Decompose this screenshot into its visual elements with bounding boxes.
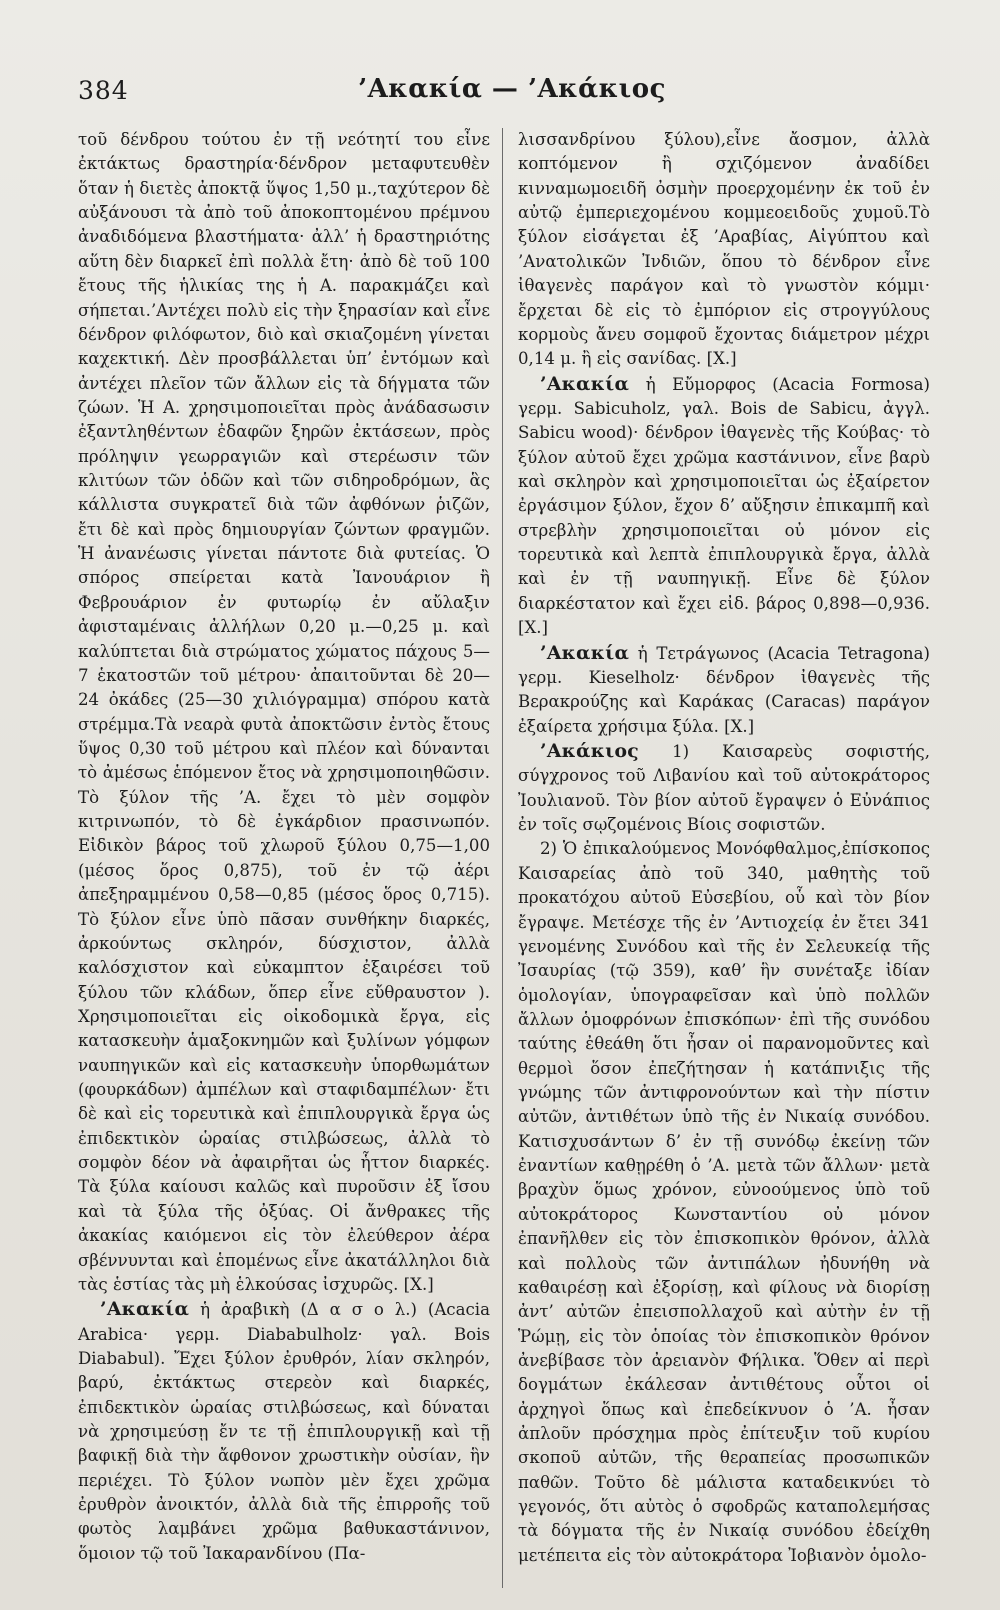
entry-body: ἡ Εὔμορφος (Acacia Formosa) γερμ. Sabicuholz, γαλ. Bois de Sabicu, ἀγγλ. Sabicu wood)· δένδρον ἰθαγενὲς τῆς Κούβας· τὸ ξύλον αὐτοῦ ἔχει χρῶμα καστάνινον, εἶνε βαρὺ καὶ σκληρὸν καὶ χρησιμοποιεῖται ὡς ἐξαίρετον ἐργάσιμον ξύλον, ἔχον δ’ αὔξησιν ἐπικαμπῆ καὶ στρεβλὴν χρησιμοποιεῖται οὐ μόνον εἰς τορευτικὰ καὶ λεπτὰ ἐπιπλουργικὰ ἔργα, ἀλλὰ καὶ ἐν τῇ ναυπηγικῇ. Εἶνε δὲ ξύλον διαρκέστατον καὶ ἔχει εἰδ. βάρος 0,898—0,936. [Χ.] <box>518 374 930 638</box>
entry-body: ἡ Τετράγωνος (Acacia Tetragona) γερμ. Kieselholz· δένδρον ἰθαγενὲς τῆς Βερακρούζης καὶ Καράκας (Caracas) παράγον ἐξαίρετα χρήσιμα ξύλα. [Χ.] <box>518 643 930 736</box>
entry-headword: ’Ακακία <box>540 641 630 664</box>
entry-headword: ’Ακακία <box>100 1298 190 1321</box>
entry-acacia-formosa <box>518 372 930 641</box>
running-title: ’Ακακία — ’Ακάκιος <box>358 74 666 104</box>
entry-body: 1) Καισαρεὺς σοφιστής, σύγχρονος τοῦ Λιβανίου καὶ τοῦ αὐτοκράτορος Ἰουλιανοῦ. Τὸν βίον αὐτοῦ ἔγραψεν ὁ Εὐνάπιος ἐν τοῖς σῳζομένοις Βίοις σοφιστῶν. <box>518 741 930 835</box>
right-paragraph-1: λισσανδρίνου ξύλου),εἶνε ἄοσμον, ἀλλὰ κοπτόμενον ἢ σχιζόμενον ἀναδίδει κινναμωμοειδῆ ὀσμὴν προερχομένην ἐκ τοῦ ἐν αὐτῷ ἐμπεριεχομένου κομμεοειδοῦς χυμοῦ.Τὸ ξύλον εἰσάγεται ἐξ ’Αραβίας, Αἰγύπτου καὶ ’Ανατολικῶν Ἰνδιῶν, ὅπου τὸ δένδρον εἶνε ἰθαγενὲς παράγον καὶ τὸ γνωστὸν κόμμι· ἔρχεται δὲ εἰς τὸ ἐμπόριον εἰς στρογγύλους κορμοὺς ἄνευ σομφοῦ ἔχοντας διάμετρον μέχρι 0,14 μ. ἢ εἰς σανίδας. [Χ.] <box>518 130 930 369</box>
entry-acacia-arabica <box>78 1297 490 1566</box>
entry-headword: ’Ακακία <box>540 372 630 395</box>
page-number: 384 <box>78 76 129 105</box>
entry-headword: ’Ακάκιος <box>540 739 640 762</box>
entry-akakios <box>518 739 930 837</box>
text-columns <box>78 128 938 1588</box>
page-header <box>72 72 952 112</box>
entry-body: ἡ ἀραβικὴ (Δ α σ ο λ.) (Acacia Arabica· γερμ. Diababulholz· γαλ. Bois Diababul). Ἔχει ξύλον ἐρυθρόν, λίαν σκληρόν, βαρύ, ἐκτάκτως στερεὸν καὶ διαρκές, ἐπιδεκτικὸν ὡραίας στιλβώσεως, καὶ δύναται νὰ χρησιμεύσῃ ἔν τε τῇ ἐπιπλουργικῇ καὶ τῇ βαφικῇ διὰ τὴν ἄφθονον χρωστικὴν οὐσίαν, ἣν περιέχει. Τὸ ξύλον νωπὸν μὲν ἔχει χρῶμα ἐρυθρὸν ἀνοικτόν, ἀλλὰ διὰ τῆς ἐπιρροῆς τοῦ φωτὸς λαμβάνει χρῶμα βαθυκαστάνινον, ὅμοιον τῷ τοῦ Ἰακαρανδίνου (Πα- <box>78 1300 490 1563</box>
column-divider <box>502 128 503 1588</box>
left-column <box>78 128 490 1566</box>
entry-acacia-tetragona <box>518 641 930 739</box>
left-paragraph-1: τοῦ δένδρου τούτου ἐν τῇ νεότητί του εἶνε ἐκτάκτως δραστηρία·δένδρον μεταφυτευθὲν ὅταν ἡ διετὲς ἀποκτᾷ ὕψος 1,50 μ.,ταχύτερον δὲ αὐξάνουσι τὰ ἀπὸ τοῦ ἀποκοπτομένου πρέμνου ἀναδιδόμενα βλαστήματα· ἀλλ’ ἡ δραστηριότης αὕτη δὲν διαρκεῖ ἐπὶ πολλὰ ἔτη· ἀπὸ δὲ τοῦ 100 ἔτους τῆς ἡλικίας της ἡ Α. παρακμάζει καὶ σήπεται.’Αντέχει πολὺ εἰς τὴν ξηρασίαν καὶ εἶνε δένδρον φιλόφωτον, διὸ καὶ σκιαζομένη γίνεται καχεκτική. Δὲν προσβάλλεται ὑπ’ ἐντόμων καὶ ἀντέχει πλεῖον τῶν ἄλλων εἰς τὰ δήγματα τῶν ζώων. Ἡ Α. χρησιμοποιεῖται πρὸς ἀνάδασωσιν ἐξαντληθέντων ἐδαφῶν ξηρῶν ἐκτάσεων, πρὸς πρόληψιν γεωρραγιῶν καὶ στερέωσιν τῶν κλιτύων τῶν ὁδῶν καὶ τῶν σιδηροδρόμων, ἃς κάλλιστα συγκρατεῖ διὰ τῶν ἀφθόνων ῥιζῶν, ἔτι δὲ καὶ πρὸς δημιουργίαν ζώντων φραγμῶν. Ἡ ἀνανέωσις γίνεται πάντοτε διὰ φυτείας. Ὁ σπόρος σπείρεται κατὰ Ἰανουάριον ἢ Φεβρουάριον ἐν φυτωρίῳ ἐν αὔλαξιν ἀφισταμέναις ἀλλήλων 0,20 μ.—0,25 μ. καὶ καλύπτεται διὰ στρώματος χώματος πάχους 5—7 ἑκατοστῶν τοῦ μέτρου· ἀπαιτοῦνται δὲ 20—24 ὀκάδες (25—30 χιλιόγραμμα) σπόρου κατὰ στρέμμα.Τὰ νεαρὰ φυτὰ ἀποκτῶσιν ἐντὸς ἔτους ὕψος 0,30 τοῦ μέτρου καὶ πλέον καὶ δύνανται τὸ ἀμέσως ἑπόμενον ἔτος νὰ χρησιμοποιηθῶσιν. Τὸ ξύλον τῆς ’Α. ἔχει τὸ μὲν σομφὸν κιτρινωπόν, τὸ δὲ ἐγκάρδιον πρασινωπόν. Εἰδικὸν βάρος τοῦ χλωροῦ ξύλου 0,75—1,00 (μέσος ὅρος 0,875), τοῦ ἐν τῷ ἀέρι ἀπεξηραμμένου 0,58—0,85 (μέσος ὅρος 0,715). Τὸ ξύλον εἶνε ὑπὸ πᾶσαν συνθήκην διαρκές, ἀρκούντως σκληρόν, δύσχιστον, ἀλλὰ καλόσχιστον καὶ εὐκαμπτον ἐξαιρέσει τοῦ ξύλου τῶν κλάδων, ὅπερ εἶνε εὔθραυστον ). Χρησιμοποιεῖται εἰς οἰκοδομικὰ ἔργα, εἰς κατασκευὴν ἁμαξοκνημῶν καὶ ξυλίνων γόμφων ναυπηγικῶν καὶ εἰς κατασκευὴν ὑπορθωμάτων (φουρκάδων) ἀμπέλων καὶ σταφιδαμπέλων· ἔτι δὲ καὶ εἰς τορευτικὰ καὶ ἐπιπλουργικὰ ἔργα ὡς ἐπιδεκτικὸν ὡραίας στιλβώσεως, ἀλλὰ τὸ σομφὸν δέον νὰ ἀφαιρῆται ὡς ἧττον διαρκές. Τὰ ξύλα καίουσι καλῶς καὶ πυροῦσιν ἐξ ἴσου καὶ τὰ ξύλα τῆς ὀξύας. Οἱ ἄνθρακες τῆς ἀκακίας καιόμενοι εἰς τὸν ἐλεύθερον ἀέρα σβέννυνται καὶ ἑπομένως εἶνε ἀκατάλληλοι διὰ τὰς ἑστίας τὰς μὴ ἑλκούσας ἰσχυρῶς. [Χ.] <box>78 130 490 1294</box>
right-column <box>518 128 930 1568</box>
entry-akakios-2: 2) Ὁ ἐπικαλούμενος Μονόφθαλμος,ἐπίσκοπος Καισαρείας ἀπὸ τοῦ 340, μαθητὴς τοῦ προκατόχου αὐτοῦ Εὐσεβίου, οὗ καὶ τὸν βίον ἔγραψε. Μετέσχε τῆς ἐν ’Αντιοχείᾳ ἐν ἔτει 341 γενομένης Συνόδου καὶ τῆς ἐν Σελευκείᾳ τῆς Ἰσαυρίας (τῷ 359), καθ’ ἣν συνέταξε ἰδίαν ὁμολογίαν, ὑπογραφεῖσαν καὶ ὑπὸ πολλῶν ἄλλων ὁμοφρόνων ἐπισκόπων· ἐπὶ τῆς συνόδου ταύτης ἐθεάθη ὅτι ἦσαν οἱ παρανομοῦντες καὶ θερμοὶ ὅσον ἐπεζήτησαν ἡ κατάπνιξις τῆς γνώμης τῶν ἀντιφρονούντων καὶ τὴν πίστιν αὐτῶν, ἀντιθέτων ὑπὸ τῆς ἐν Νικαίᾳ συνόδου. Κατισχυσάντων δ’ ἐν τῇ συνόδῳ ἐκείνῃ τῶν ἐναντίων καθῃρέθη ὁ ’Α. μετὰ τῶν ἄλλων· μετὰ βραχὺν ὅμως χρόνον, εὐνοούμενος ὑπὸ τοῦ αὐτοκράτορος Κωνσταντίου οὐ μόνον ἐπανῆλθεν εἰς τὸν ἐπισκοπικὸν θρόνον, ἀλλὰ καὶ πολλοὺς τῶν ἀντιπάλων ἠδυνήθη νὰ καθαιρέσῃ καὶ ἐξορίσῃ, καὶ φίλους νὰ διορίσῃ ἀντ’ αὐτῶν ἐπεισπολλαχοῦ καὶ αὐτὴν ἐν τῇ Ῥώμῃ, εἰς τὸν ὁποίας τὸν ἐπισκοπικὸν θρόνον ἀνεβίβασε τὸν ἀρειανὸν Φήλικα. Ὅθεν αἱ περὶ δογμάτων ἐκάλεσαν ἀντιθέτους οὗτοι οἱ ἀρχηγοὶ ὅπως καὶ ἐπεδείκνυον ὁ ’Α. ἦσαν ἀπλοῦν πρόσχημα πρὸς ἐπίτευξιν τοῦ κυρίου σκοποῦ αὐτῶν, τῆς θεραπείας προσωπικῶν παθῶν. Τοῦτο δὲ μάλιστα καταδεικνύει τὸ γεγονός, ὅτι αὐτὸς ὁ σφοδρῶς καταπολεμήσας τὰ δόγματα τῆς ἐν Νικαίᾳ συνόδου ἐδείχθη μετέπειτα εἰς τὸν αὐτοκράτορα Ἰοβιανὸν ὁμολο- <box>518 839 930 1565</box>
